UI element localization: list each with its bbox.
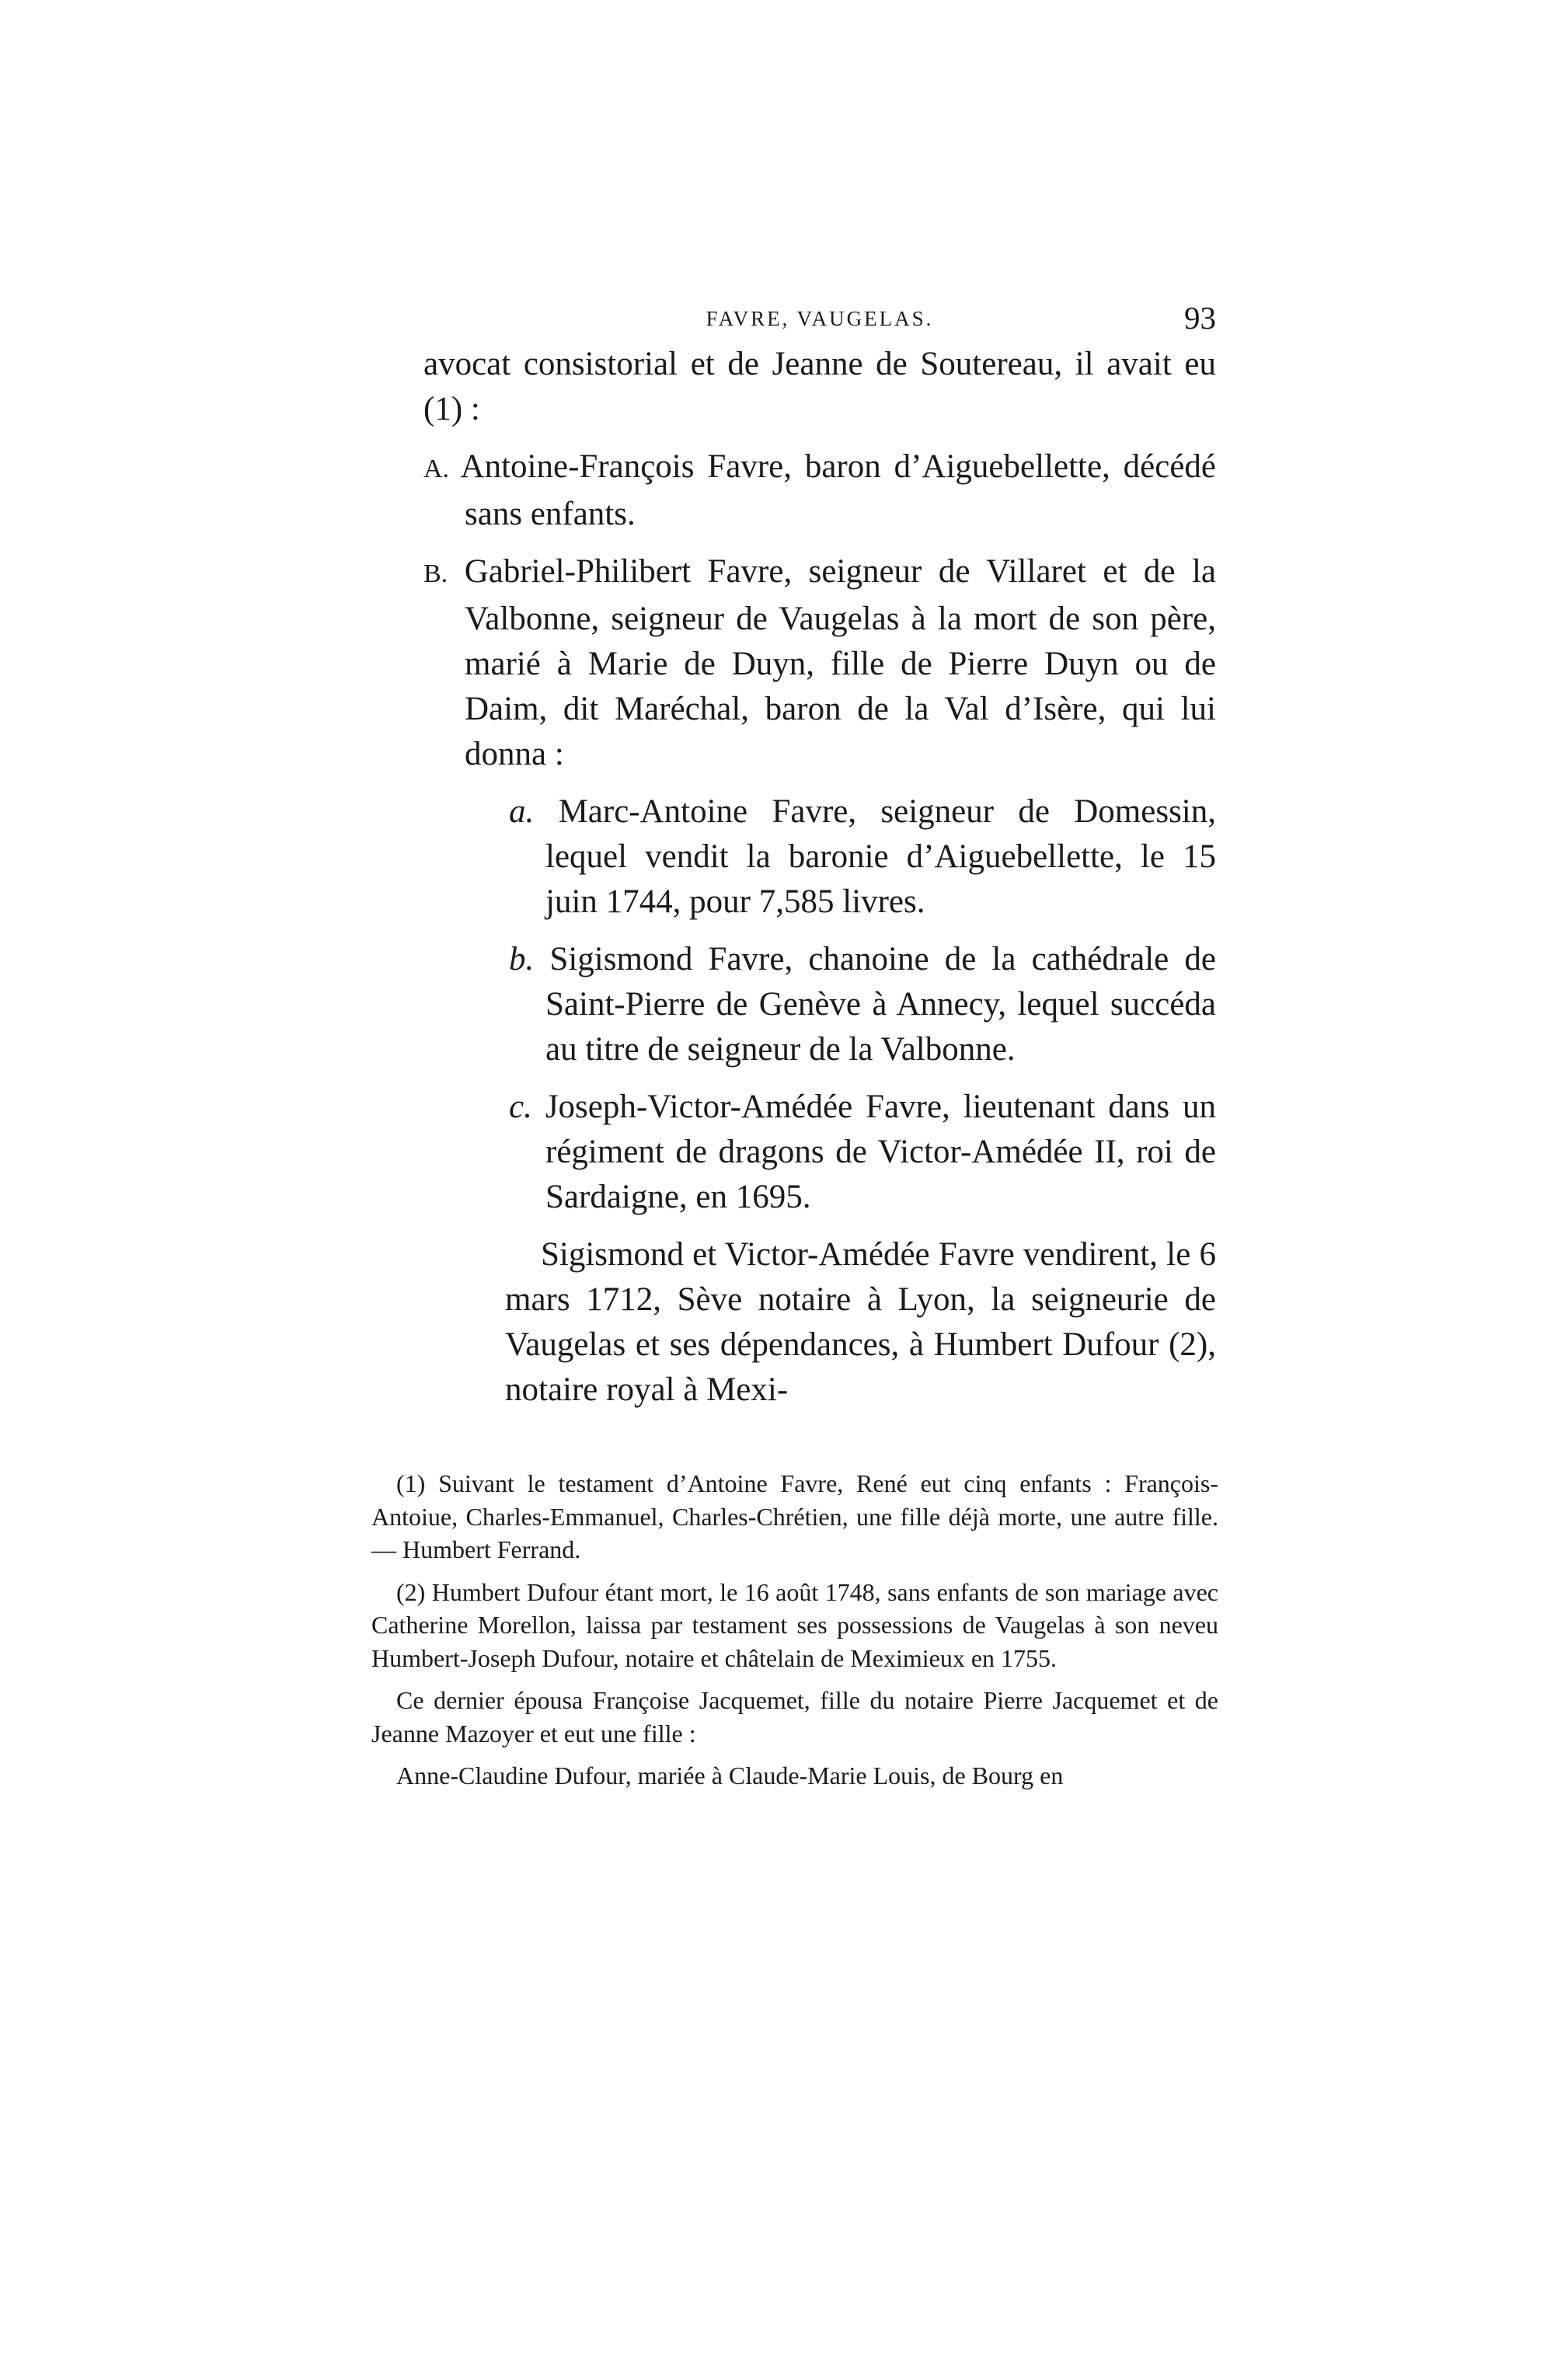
footnotes xyxy=(371,1467,1218,1793)
subentry-marker: c. xyxy=(509,1089,532,1125)
entry-b xyxy=(423,549,1216,777)
entry-a xyxy=(423,444,1216,537)
page-number: 93 xyxy=(1184,300,1216,336)
entry-text: Gabriel-Philibert Favre, seigneur de Villaret et de la Valbonne, seigneur de Vaugelas à la mort de son père, marié à Marie de Duyn, fille de Pierre Duyn ou de Daim, dit Maréchal, baron de la Val d’Isère, qui lui donna : xyxy=(464,553,1217,772)
entry-marker: A. xyxy=(423,455,450,483)
subentry-b xyxy=(509,937,1216,1072)
subentry-text: Sigismond Favre, chanoine de la cathédrale de Saint-Pierre de Genève à Annecy, lequel succéda au titre de seigneur de la Valbonne. xyxy=(545,941,1216,1068)
footnote-2-continuation-last: Anne-Claudine Dufour, mariée à Claude-Marie Louis, de Bourg en xyxy=(396,1761,1064,1789)
closing-paragraph: Sigismond et Victor-Amédée Favre vendirent, le 6 mars 1712, Sève notaire à Lyon, la seigneurie de Vaugelas et ses dépendances, à Humbert Dufour (2), notaire royal à Mexi- xyxy=(505,1236,1216,1408)
subentry-c xyxy=(509,1085,1216,1220)
intro-paragraph: avocat consistorial et de Jeanne de Soutereau, il avait eu (1) : xyxy=(423,346,1216,427)
running-head xyxy=(423,299,1216,338)
footnote-2-continuation: Ce dernier épousa Françoise Jacquemet, fille du notaire Pierre Jacquemet et de Jeanne Mazoyer et eut une fille : xyxy=(371,1686,1218,1748)
subentry-text: Marc-Antoine Favre, seigneur de Domessin, lequel vendit la baronie d’Aiguebellette, le 15 juin 1744, pour 7,585 livres. xyxy=(545,793,1216,920)
subentry-a xyxy=(509,789,1216,925)
subentry-marker: b. xyxy=(509,941,535,977)
entry-marker: B. xyxy=(423,559,448,588)
subentry-marker: a. xyxy=(509,793,535,830)
footnote-1: (1) Suivant le testament d’Antoine Favre, René eut cinq enfants : François-Antoiue, Charles-Emmanuel, Charles-Chrétien, une fille déjà morte, une autre fille. — Humbert Ferrand. xyxy=(371,1469,1218,1563)
subentry-text: Joseph-Victor-Amédée Favre, lieutenant dans un régiment de dragons de Victor-Amédée II, roi de Sardaigne, en 1695. xyxy=(545,1089,1217,1215)
footnote-2: (2) Humbert Dufour étant mort, le 16 août 1748, sans enfants de son mariage avec Catherine Morellon, laissa par testament ses possessions de Vaugelas à son neveu Humbert-Joseph Dufour, notaire et châtelain de Meximieux en 1755. xyxy=(371,1577,1218,1672)
main-text xyxy=(423,342,1216,1413)
running-title: FAVRE, VAUGELAS. xyxy=(706,307,934,330)
entry-text: Antoine-François Favre, baron d’Aiguebellette, décédé sans enfants. xyxy=(460,448,1216,532)
